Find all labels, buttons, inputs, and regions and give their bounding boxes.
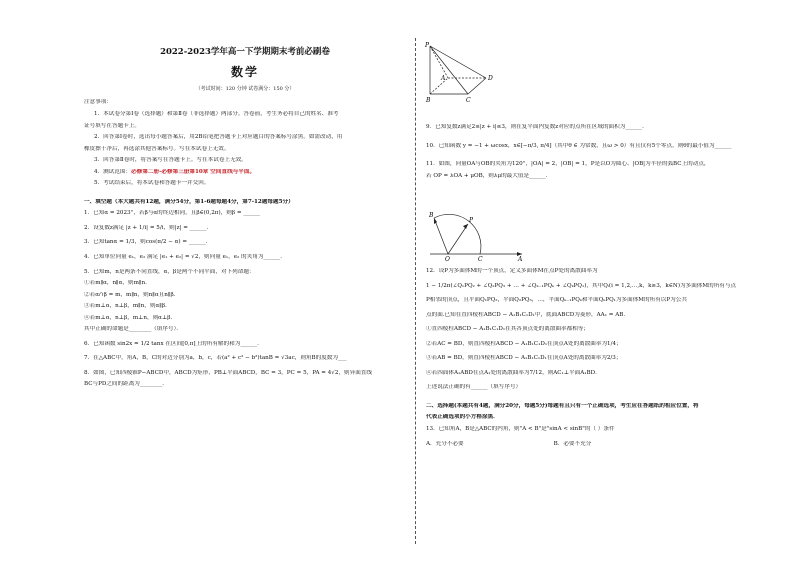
question-13: 13．已知角A，B是△ABC的内角，则"A < B"是"sinA < sinB"的（ ）条件 (426, 426, 615, 433)
note-5: 5．考试结束后，将本试卷和答题卡一并交回。 (94, 180, 210, 187)
question-3: 3．已知tanα = 1/3，则cos(π/2 − α) = ______． (84, 239, 212, 246)
arc-label-p: P (469, 217, 474, 224)
pyramid-label-b: B (426, 97, 431, 104)
q12-option-3: ③若AB = BD，则直四棱柱ABCD − A₁B₁C₁D₁在顶点A处的离散曲率为2/3； (426, 355, 622, 362)
question-10: 10．已知函数 y = −1 + ωcosx，x∈[−π/3, π/4]（其中θ ∈ 为常数，且ω > 0）有且仅有5个零点，则θ的最小值为______ (426, 142, 732, 149)
section1-heading: 一、填空题（本大题共有12题，满分54分，第1-6题每题4分，第7-12题每题5分） (84, 198, 294, 205)
q13-options (426, 441, 764, 449)
arc-label-b: B (429, 212, 434, 219)
question-4: 4．已知单位向量 e₁，e₂ 满足 |e₁ + e₂| = √2，则向量 e₁，e₂ 的夹角为______． (84, 253, 286, 260)
section2-heading-b: 代表正确选项的小方格涂黑． (426, 414, 499, 421)
arc-label-a: A (518, 256, 523, 262)
scope-prefix: 4．测试范围： (94, 168, 132, 175)
q5-option-3: ③若m⊥α，n⊥β，m∥n，则α∥β． (84, 303, 171, 310)
q5-tail: 其中正确的命题是________（填序号）． (84, 326, 182, 333)
note-1: 1．本试卷分第Ⅰ卷（选择题）和第Ⅱ卷（非选择题）两部分。答卷前，考生务必将自己的姓名、准考 (94, 110, 339, 117)
note-2b: 橡皮擦干净后，再选涂其他答案标号。写在本试卷上无效。 (84, 145, 230, 152)
note-1b: 证号填写在答题卡上。 (84, 122, 140, 129)
question-1: 1．已知α = 2023°，若β与α的终边相同，且β∈(0,2π)，则β = ______ (84, 210, 261, 217)
pyramid-label-d: D (488, 75, 493, 82)
pyramid-label-c: C (466, 97, 471, 104)
question-9: 9．已知复数z满足2≤|z + i|≤3，则在复平面内复数z对应的点所在区域的面积为______． (426, 124, 648, 130)
question-11: 11．如图，向量OA与OB的夹角为120°，|OA| = 2，|OB| = 1，P是以O为圆心、|OB|为半径的弧BC上的动点， (426, 161, 710, 168)
subject-title: 数学 (230, 65, 259, 80)
pyramid-label-p: P (425, 42, 430, 49)
arc-label-c: C (478, 256, 483, 262)
question-12-formula: 1 − 1/2π(∠Q₁PQ₂ + ∠Q₂PQ₃ + … + ∠Qₖ₋₁PQₖ + ∠QₖPQ₁)，其中Qᵢ(i = 1,2,…,k，k≥3，k∈N)为多面体M的所有与点 (426, 282, 737, 289)
pyramid-label-a: A (441, 75, 446, 82)
question-2: 2．设复数z满足 |z + 1/i| = 5/i，则|z| = ______． (84, 224, 213, 231)
notes-heading: 注意事项： (84, 99, 112, 106)
left-column (84, 40, 406, 542)
q12-tail: 上述说法正确的有______（填写序号） (426, 384, 522, 391)
column-divider (415, 38, 416, 544)
q5-option-1: ①若m∥α，n∥α，则m∥n． (84, 280, 151, 287)
question-8b: BC与PD之间的距离为________． (84, 381, 168, 388)
question-7: 7．在△ABC中，角A，B，C的对边分别为a，b，c，若(a² + c² − b²)tanB = √3ac，则角B的度数为___ (84, 355, 347, 362)
q12-option-4: ④若四面体A₁ABD在点A₁处的离散曲率为7/12，则AC₁⊥平面A₁BD． (426, 369, 601, 376)
question-12-d: 点的面.已知在直四棱柱ABCD − A₁B₁C₁D₁中，底面ABCD为菱形，AA₁ = AB． (426, 311, 629, 318)
exam-title: 2022-2023学年高一下学期期末考前必刷卷 (160, 47, 330, 57)
question-6: 6．已知函数 sin2x = 1/2 tanx 在区间[0,π]上的所有解的和为______． (84, 340, 263, 347)
q13-option-b: B．必要不充分 (553, 440, 592, 447)
right-column-lower (426, 268, 764, 542)
q5-option-4: ④若m⊥α，n⊥β，m⊥n，则α⊥β． (84, 314, 177, 321)
q12-option-1: ①直四棱柱ABCD − A₁B₁C₁D₁在其各顶点处的离散曲率都相等； (426, 326, 590, 333)
exam-meta: （考试时间：120 分钟 试卷满分：150 分） (195, 85, 295, 92)
question-12: 12．设P为多面体M的一个顶点，定义多面体M在点P处的离散曲率为 (426, 268, 598, 274)
question-5: 5．已知m，n是两条不同直线，α，β是两个不同平面，对下列命题： (84, 268, 255, 275)
note-3: 3．回答第Ⅱ卷时，将答案写在答题卡上。写在本试卷上无效。 (94, 157, 247, 164)
scope-text: 必修第二册-必修第三册第10章 空间直线与平面。 (131, 168, 256, 175)
arc-label-o: O (445, 256, 450, 262)
note-2: 2．回答第Ⅰ卷时，选出每小题答案后，用2B铅笔把答题卡上对应题目的答案标号涂黑。如需改动，用 (94, 134, 343, 141)
q12-option-2: ②若AC = BD，则直四棱柱ABCD − A₁B₁C₁D₁在顶点A处的离散曲率为1/4； (426, 340, 622, 347)
pyramid-figure (424, 40, 496, 104)
q13-option-a: A．充分不必要 (426, 440, 464, 447)
question-11b: 若 OP = λOA + μOB，则λμ的最大值是______． (426, 172, 552, 179)
question-8: 8．如图，已知四棱锥P−ABCD中，ABCD为矩形，PB⊥平面ABCD，BC = 3，PC = 5，PA = 4√2，则异面直线 (84, 369, 372, 376)
section2-heading: 二、选择题(本题共有4题，满分20分，每题5分)每题有且只有一个正确选项，考生应在答题纸的相应位置，将 (426, 402, 699, 409)
note-4 (84, 169, 406, 177)
q5-option-2: ②若α∩β = m，m∥n，则n∥α且n∥β． (84, 291, 180, 298)
question-12-c: P相邻的顶点，且平面Q₁PQ₂，平面Q₂PQ₃，…，平面Qₖ₋₁PQₖ和平面QₖPQ₁为多面体M的所有以P为公共 (426, 297, 687, 304)
